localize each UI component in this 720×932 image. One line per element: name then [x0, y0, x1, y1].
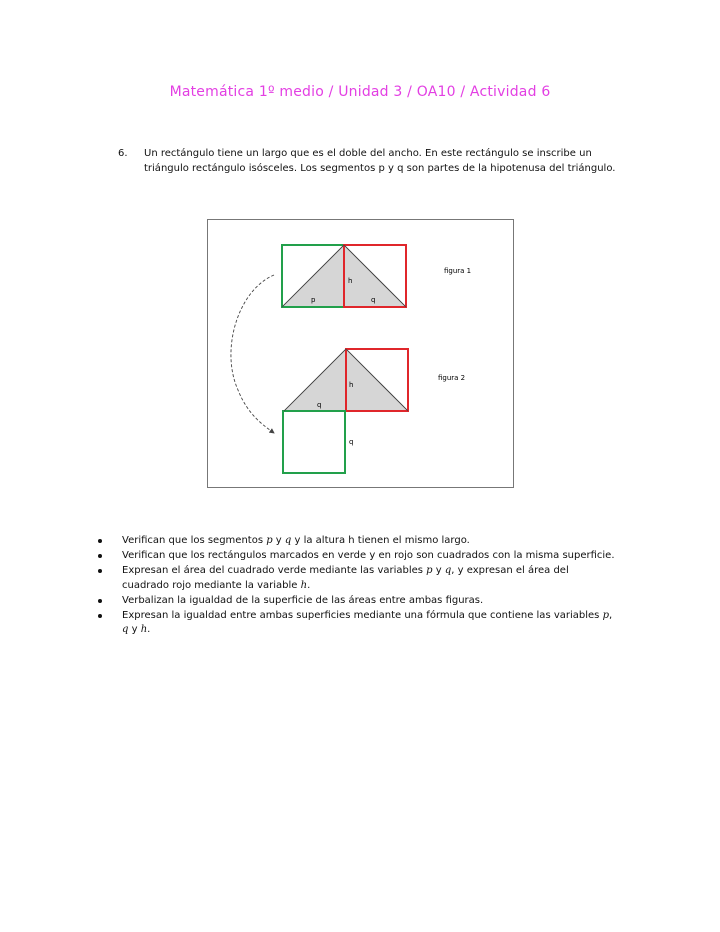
bullet-dot — [98, 539, 102, 543]
bullet-dot — [98, 554, 102, 558]
figure-1-label: figura 1 — [444, 267, 472, 275]
fig1-label-h: h — [348, 277, 353, 285]
problem-number: 6. — [118, 148, 128, 159]
fig2-label-h: h — [349, 381, 354, 389]
problem-text: Un rectángulo tiene un largo que es el doble del ancho. En este rectángulo se inscribe un triángulo rectángulo isósceles. Los segmentos p y q son partes de la hipotenusa del triángulo. — [144, 148, 616, 174]
bullet-item-2: Verifican que los rectángulos marcados en verde y en rojo son cuadrados con la misma superficie. — [96, 549, 616, 564]
fig2-green-rect — [283, 411, 345, 473]
bullet-item-4: Verbalizan la igualdad de la superficie de las áreas entre ambas figuras. — [96, 594, 616, 609]
fig1-label-q: q — [371, 296, 376, 304]
fig2-label-q-top: q — [317, 401, 322, 409]
page-title: Matemática 1º medio / Unidad 3 / OA10 / Actividad 6 — [169, 84, 551, 100]
dashed-arrow — [231, 275, 274, 433]
problem-statement — [118, 147, 626, 176]
bullet-item-5: Expresan la igualdad entre ambas superficies mediante una fórmula que contiene las variables p, q y h. — [96, 609, 616, 638]
bullet-list — [96, 534, 616, 638]
fig1-label-p: p — [311, 296, 316, 304]
figure-drawing — [208, 220, 515, 489]
bullet-dot — [98, 569, 102, 573]
figure-2-label: figura 2 — [438, 374, 466, 382]
fig2-label-q-side: q — [349, 438, 354, 446]
bullet-item-3: Expresan el área del cuadrado verde mediante las variables p y q, y expresan el área del cuadrado rojo mediante la variable h. — [96, 564, 616, 593]
bullet-item-1: Verifican que los segmentos p y q y la altura h tienen el mismo largo. — [96, 534, 616, 549]
geometry-figure — [207, 219, 514, 488]
bullet-dot — [98, 614, 102, 618]
bullet-dot — [98, 599, 102, 603]
